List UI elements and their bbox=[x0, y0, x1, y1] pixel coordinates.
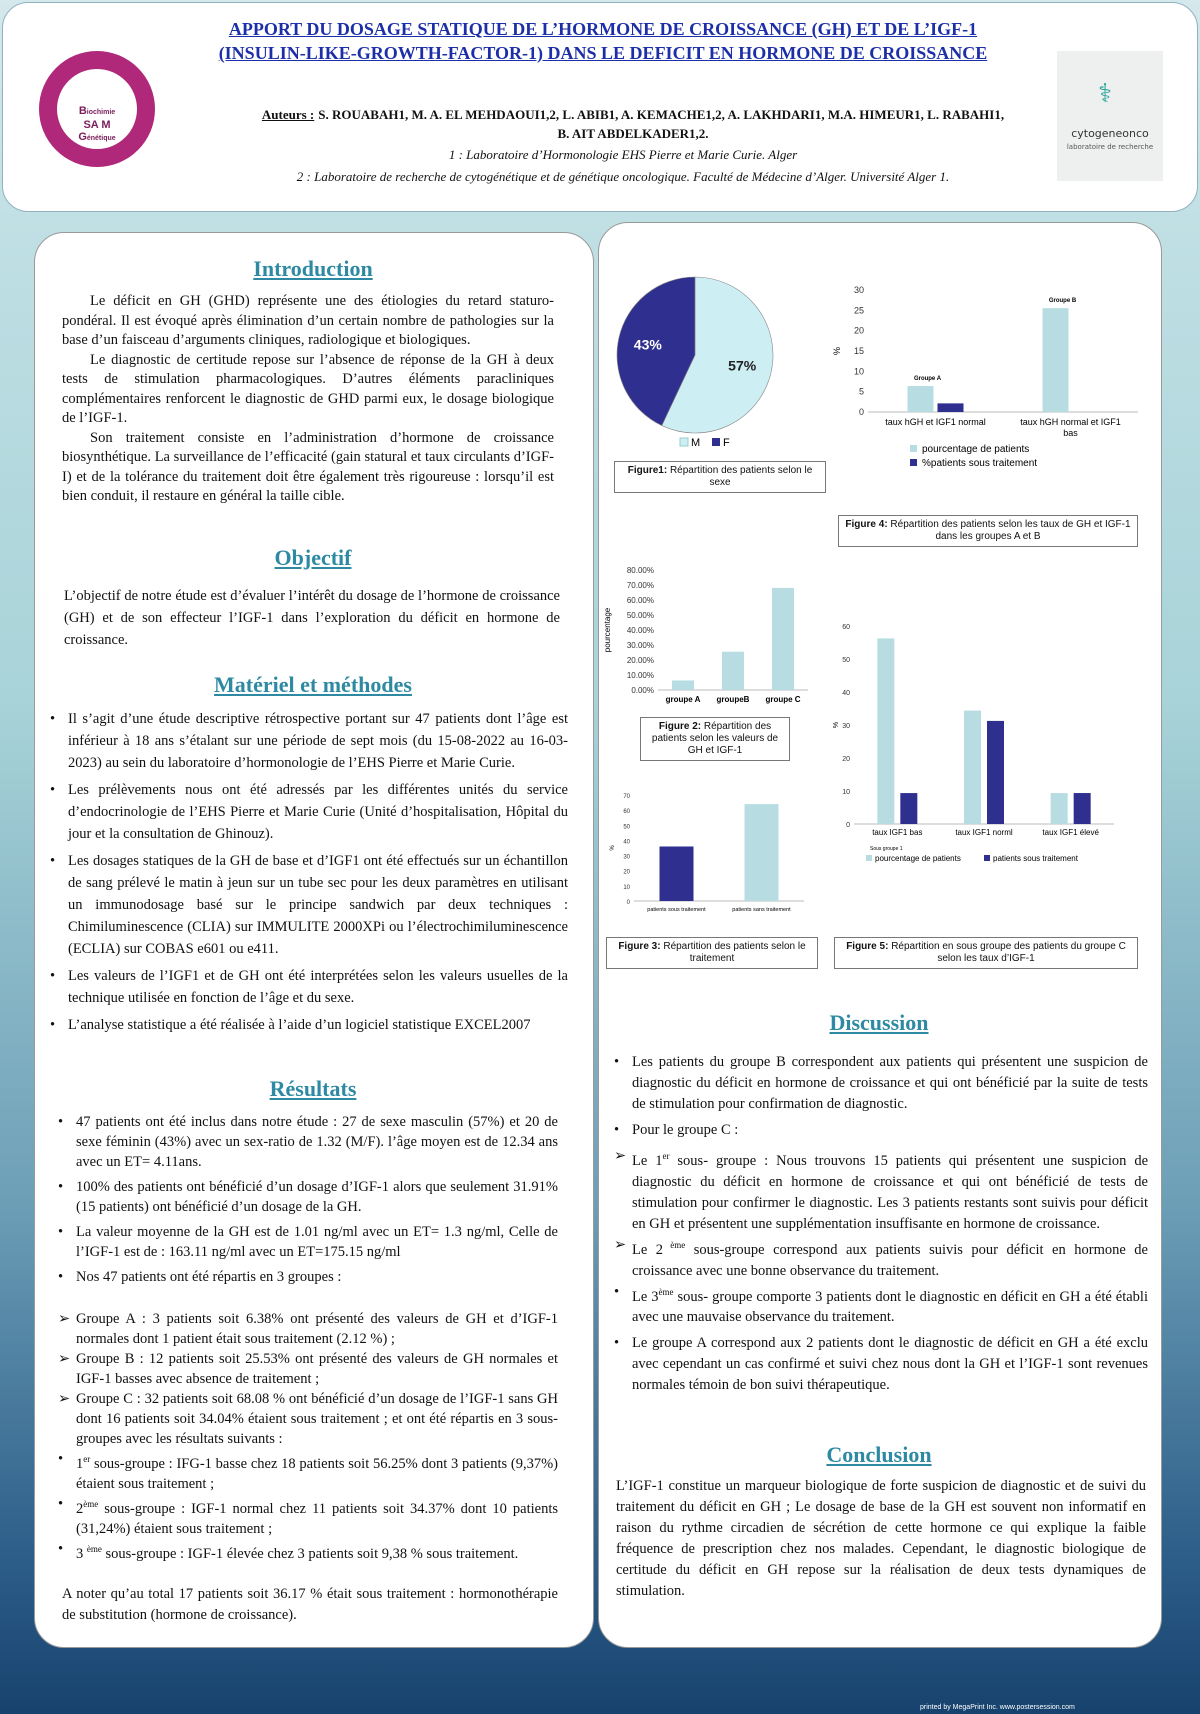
y-tick-label: 60 bbox=[623, 809, 630, 816]
figure-1-caption: Figure1: Répartition des patients selon le sexe bbox=[614, 461, 826, 493]
conclusion-heading: Conclusion bbox=[826, 1442, 932, 1467]
list-item: • 1er sous-groupe : IFG-1 basse chez 18 patients soit 56.25% dont 3 patients (9,37%) étaient sous traitement ; bbox=[58, 1451, 558, 1492]
y-axis-label: % bbox=[832, 346, 842, 356]
bar bbox=[908, 386, 934, 412]
bar bbox=[938, 403, 964, 412]
y-tick-label: 20 bbox=[842, 756, 850, 763]
legend-label: %patients sous traitement bbox=[922, 458, 1038, 469]
y-tick-label: 25 bbox=[853, 305, 864, 316]
y-tick-label: 0 bbox=[626, 900, 630, 906]
y-tick-label: 80.00% bbox=[626, 566, 654, 575]
list-item: ➢ Groupe C : 32 patients soit 68.08 % ont bénéficié d’un dosage de l’IGF-1 sans GH dont 16 patients soit 34.04% étaient sous traitement ; et ont été répartis en 3 sous-groupes avec les résultats suivants : bbox=[58, 1391, 558, 1447]
y-tick-label: 30.00% bbox=[626, 641, 654, 650]
y-axis-label: % bbox=[833, 721, 840, 729]
list-item: ➢ Groupe B : 12 patients soit 25.53% ont présenté des valeurs de GH normales et IGF-1 basses avec absence de traitement ; bbox=[58, 1351, 558, 1387]
affiliation-2: 2 : Laboratoire de recherche de cytogénétique et de génétique oncologique. Faculté de Médecine d’Alger. Université Alger 1. bbox=[296, 169, 950, 184]
y-tick-label: 40.00% bbox=[626, 626, 654, 635]
methodes-heading: Matériel et méthodes bbox=[214, 672, 412, 697]
figure-5-caption: Figure 5: Répartition en sous groupe des patients du groupe C selon les taux d’IGF-1 bbox=[834, 937, 1138, 969]
x-tick-label: patients sous traitement bbox=[647, 907, 706, 913]
list-item: • Il s’agit d’une étude descriptive rétrospective portant sur 47 patients dont l’âge est inférieur à 18 ans s’étalant sur une période de sept mois (du 15-08-2022 au 16-03-2023) au sein du laboratoire d’hormonologie de l’EHS Pierre et Marie Curie. bbox=[50, 711, 568, 771]
society-logo-text: Biochimie SA M Génétique bbox=[78, 105, 116, 143]
cytogeneonco-logo bbox=[1057, 51, 1163, 181]
discussion-list bbox=[614, 1052, 1148, 1401]
list-item: • Les prélèvements nous ont été adressés par les différentes unités du service d’endocrinologie de l’EHS Pierre et Marie Curie (Unité d’hospitalisation, Hôpital du jour et la consultation de Ghinouz). bbox=[50, 782, 568, 842]
authors: Auteurs : S. ROUABAH1, M. A. EL MEHDAOUI1,2, L. ABIB1, A. KEMACHE1,2, A. LAKHDARI1, M.A. HIMEUR1, L. RABAHI1, B. AIT ABDELKADER1,2. bbox=[261, 107, 1005, 141]
y-tick-label: 60 bbox=[842, 624, 850, 631]
resultats-list bbox=[58, 1112, 558, 1292]
list-item: • 3 $^{ème}$ sous-groupe : IGF-1 élevée chez 3 patients soit 9,38 % sous traitement. bbox=[58, 1540, 519, 1562]
poster-title: APPORT DU DOSAGE STATIQUE DE L’HORMONE DE CROISSANCE (GH) ET DE L’IGF-1 (INSULIN-LIKE-GROWTH-FACTOR-1) DANS LE DEFICIT EN HORMONE DE CROISSANCE bbox=[218, 19, 988, 63]
list-item: • Nos 47 patients ont été répartis en 3 groupes : bbox=[58, 1269, 342, 1285]
legend-f: F bbox=[723, 437, 730, 449]
legend-swatch bbox=[866, 855, 872, 861]
y-tick-label: 30 bbox=[853, 285, 864, 295]
resultats-heading: Résultats bbox=[269, 1076, 357, 1101]
list-item: • La valeur moyenne de la GH est de 1.01 ng/ml avec un ET= 1.3 ng/ml, Celle de l’IGF-1 est de : 163.11 ng/ml avec un ET=175.15 ng/ml bbox=[58, 1224, 558, 1260]
group-label: Groupe A bbox=[913, 376, 942, 383]
y-tick-label: 70.00% bbox=[626, 581, 654, 590]
footer-credit: printed by MegaPrint Inc. www.postersession.com bbox=[920, 1704, 1075, 1711]
bar bbox=[672, 680, 694, 690]
y-tick-label: 40 bbox=[623, 839, 630, 846]
list-item: • Le 3ème sous- groupe comporte 3 patients dont le diagnostic en déficit en GH a été établi avec une mauvaise observance du traitement. bbox=[614, 1283, 1148, 1326]
affiliation-1: 1 : Laboratoire d’Hormonologie EHS Pierre et Marie Curie. Alger bbox=[448, 147, 798, 162]
list-item: • 100% des patients ont bénéficié d’un dosage d’IGF-1 alors que seulement 31.91% (15 patients) ont bénéficié d’un dosage de la GH. bbox=[58, 1179, 558, 1215]
bar bbox=[964, 711, 981, 824]
x-tick-label: groupe A bbox=[665, 695, 701, 704]
bar bbox=[1043, 308, 1069, 412]
y-tick-label: 10 bbox=[623, 884, 630, 891]
y-tick-label: 0.00% bbox=[631, 686, 654, 695]
y-tick-label: 60.00% bbox=[626, 596, 654, 605]
figure-3-bar-chart bbox=[606, 785, 816, 925]
list-item: • Les valeurs de l’IGF1 et de GH ont été interprétées selon les valeurs usuelles de la technique utilisée en fonction de l’âge et du sexe. bbox=[50, 968, 568, 1006]
y-tick-label: 20 bbox=[623, 869, 630, 876]
intro-paragraph-2: Le diagnostic de certitude repose sur l’absence de réponse de la GH à deux tests de stimulation pharmacologiques. D’autres éléments paracliniques complémentaires renforcent le diagnostic de GHD parmi eux, le dosage biologique de l’IGF-1. bbox=[62, 351, 554, 426]
x-tick-label: patients sans traitement bbox=[732, 907, 791, 913]
y-tick-label: 15 bbox=[853, 346, 864, 356]
x-tick-label: taux IGF1 norml bbox=[955, 828, 1013, 837]
pie-label: 57% bbox=[728, 357, 757, 374]
bar bbox=[900, 793, 917, 824]
introduction-heading: Introduction bbox=[253, 256, 373, 281]
y-tick-label: 10.00% bbox=[626, 671, 654, 680]
introduction-text bbox=[62, 292, 554, 507]
list-item: ➢ Groupe A : 3 patients soit 6.38% ont présenté des valeurs de GH et d’IGF-1 normales dont 1 patient était sous traitement (2.12 %) ; bbox=[58, 1311, 558, 1347]
subgroup-note: Sous groupe 1 bbox=[870, 846, 903, 852]
x-tick-label: taux hGH et IGF1 normal bbox=[885, 417, 986, 427]
list-item: ➢ Le 2 $^{ème}$ sous-groupe correspond aux patients suivis pour déficit en hormone de croissance avec une bonne observance du traitement. bbox=[614, 1236, 1148, 1279]
resultats-note: A noter qu’au total 17 patients soit 36.17 % était sous traitement : hormonothérapie de substitution (hormone de croissance). bbox=[62, 1586, 558, 1623]
x-tick-label: taux IGF1 élevé bbox=[1042, 828, 1099, 837]
objectif-text: L’objectif de notre étude est d’évaluer l’intérêt du dosage de l’hormone de croissance (GH) et de son effecteur l’IGF-1 dans l’exploration du déficit en hormone de croissance. bbox=[64, 588, 560, 648]
logo-name: cytogeneonco bbox=[1071, 127, 1149, 140]
groups-list bbox=[58, 1309, 558, 1563]
intro-paragraph-3: Son traitement consiste en l’administration d’hormone de croissance biosynthétique. La surveillance de l’efficacité (gain statural et taux circulants d’IGF-I) et de la tolérance du traitement doit être également très rigoureuse : lorsqu’il est bien conduit, il restaure en général la taille cible. bbox=[62, 429, 554, 504]
legend-label: patients sous traitement bbox=[993, 854, 1078, 863]
list-item: • Les dosages statiques de la GH de base et d’IGF1 ont été effectués sur un échantillon de sang prélevé le matin à jeun sur un tube sec pour les deux paramètres en utilisant un immunodosage basé sur le principe sandwich par deux techniques : Chimiluminescence (CLIA) sur IMMULITE 2000XPi ou l’électrochimiluminescence (ECLIA) sur COBAS e601 ou e411. bbox=[50, 853, 568, 957]
y-tick-label: 0 bbox=[846, 822, 850, 829]
list-item: • Pour le groupe C : bbox=[614, 1122, 739, 1138]
y-tick-label: 10 bbox=[842, 789, 850, 796]
y-tick-label: 20.00% bbox=[626, 656, 654, 665]
legend-swatch bbox=[984, 855, 990, 861]
header-banner bbox=[2, 2, 1198, 212]
list-item: • L’analyse statistique a été réalisée à l’aide d’un logiciel statistique EXCEL2007 bbox=[50, 1017, 531, 1033]
y-tick-label: 50.00% bbox=[626, 611, 654, 620]
figure-4-bar-chart bbox=[830, 282, 1160, 472]
pie-label: 43% bbox=[633, 336, 662, 353]
y-tick-label: 20 bbox=[853, 325, 864, 336]
bar bbox=[660, 846, 694, 901]
group-label: Groupe B bbox=[1048, 298, 1077, 305]
figure-5-bar-chart bbox=[830, 618, 1150, 873]
bar bbox=[772, 588, 794, 690]
figure-4-caption: Figure 4: Répartition des patients selon les taux de GH et IGF-1 dans les groupes A et B bbox=[838, 515, 1138, 547]
legend-label: pourcentage de patients bbox=[922, 444, 1030, 455]
y-tick-label: 50 bbox=[842, 657, 850, 664]
logo-subtitle: laboratoire de recherche bbox=[1066, 143, 1154, 151]
bar bbox=[722, 652, 744, 690]
figure-2-bar-chart bbox=[602, 562, 822, 712]
list-item: • Le groupe A correspond aux 2 patients dont le diagnostic de déficit en GH a été exclu avec cependant un cas confirmé et suivi chez nous dont la GH et l’IGF-1 sont revenues normales témoin de bon suivi thérapeutique. bbox=[614, 1335, 1148, 1394]
y-axis-label: % bbox=[610, 845, 616, 851]
y-tick-label: 0 bbox=[858, 407, 864, 417]
discussion-heading: Discussion bbox=[829, 1010, 929, 1035]
y-tick-label: 5 bbox=[858, 386, 864, 397]
dna-icon: ⚕ bbox=[1098, 79, 1113, 109]
y-tick-label: 70 bbox=[623, 794, 630, 800]
objectif-heading: Objectif bbox=[274, 545, 352, 570]
figure-2-caption: Figure 2: Répartition des patients selon les valeurs de GH et IGF-1 bbox=[640, 717, 790, 761]
figure-3-caption: Figure 3: Répartition des patients selon le traitement bbox=[606, 937, 818, 969]
x-tick-label: groupeB bbox=[716, 695, 750, 704]
x-tick-label: groupe C bbox=[765, 695, 801, 704]
list-item: ➢ Le 1er sous- groupe : Nous trouvons 15 patients qui présentent une suspicion de diagnostic du déficit en hormone de croissance et qui ont bénéficié de tests de stimulation pour confirmer le diagnostic. Les 3 patients restants sont suivis pour déficit en GH et présentent une supplémentation insuffisante en hormone de croissance. bbox=[614, 1148, 1149, 1232]
y-tick-label: 30 bbox=[842, 723, 850, 730]
y-tick-label: 50 bbox=[623, 824, 630, 831]
x-tick-label: bas bbox=[1063, 428, 1078, 438]
bar bbox=[877, 638, 894, 824]
bar bbox=[1051, 793, 1068, 824]
legend-swatch bbox=[910, 459, 917, 466]
legend-label: pourcentage de patients bbox=[875, 854, 961, 863]
y-tick-label: 10 bbox=[853, 366, 864, 377]
y-tick-label: 40 bbox=[842, 690, 850, 697]
bar bbox=[987, 721, 1004, 824]
bar bbox=[1074, 793, 1091, 824]
list-item: • Les patients du groupe B correspondent aux patients qui présentent une suspicion de diagnostic du déficit en hormone de croissance et qui ont bénéficié par la suite de tests de stimulation pour confirmation de diagnostic. bbox=[614, 1054, 1148, 1112]
list-item: • 2ème sous-groupe : IGF-1 normal chez 11 patients soit 34.37% dont 10 patients (31,24%) étaient sous traitement ; bbox=[58, 1495, 559, 1537]
figure-1-pie-chart bbox=[610, 270, 790, 455]
methodes-list bbox=[50, 708, 568, 1041]
y-axis-label: pourcentage bbox=[603, 607, 612, 653]
list-item: • 47 patients ont été inclus dans notre étude : 27 de sexe masculin (57%) et 20 de sexe féminin (43%) avec un sex-ratio de 1.32 (M/F). l’âge moyen est de 12.34 ans avec un ET= 4.11ans. bbox=[58, 1114, 558, 1170]
society-logo bbox=[39, 51, 155, 167]
intro-paragraph-1: Le déficit en GH (GHD) représente une des étiologies du retard staturo-pondéral. Il est évoqué après élimination d’un certain nombre de pathologies sur la base d’un faisceau d’arguments cliniques, radiologique et biologiques. bbox=[62, 293, 554, 348]
legend-swatch bbox=[910, 445, 917, 452]
y-tick-label: 30 bbox=[623, 854, 630, 861]
bar bbox=[745, 804, 779, 901]
x-tick-label: taux IGF1 bas bbox=[872, 828, 923, 837]
x-tick-label: taux hGH normal et IGF1 bbox=[1020, 417, 1121, 427]
legend-m: M bbox=[691, 437, 701, 449]
conclusion-text: L’IGF-1 constitue un marqueur biologique de forte suspicion de diagnostic et de suivi du traitement du déficit en GH ; Le dosage de base de la GH est souvent non informatif en raison du rythme circadien de sécrétion de cette hormone ce qui explique la faible fréquence de prescription chez nos malades. Cependant, le diagnostic biologique de certitude du déficit en GH repose sur la réalisation de deux tests dynamiques de stimulation. bbox=[616, 1478, 1146, 1599]
